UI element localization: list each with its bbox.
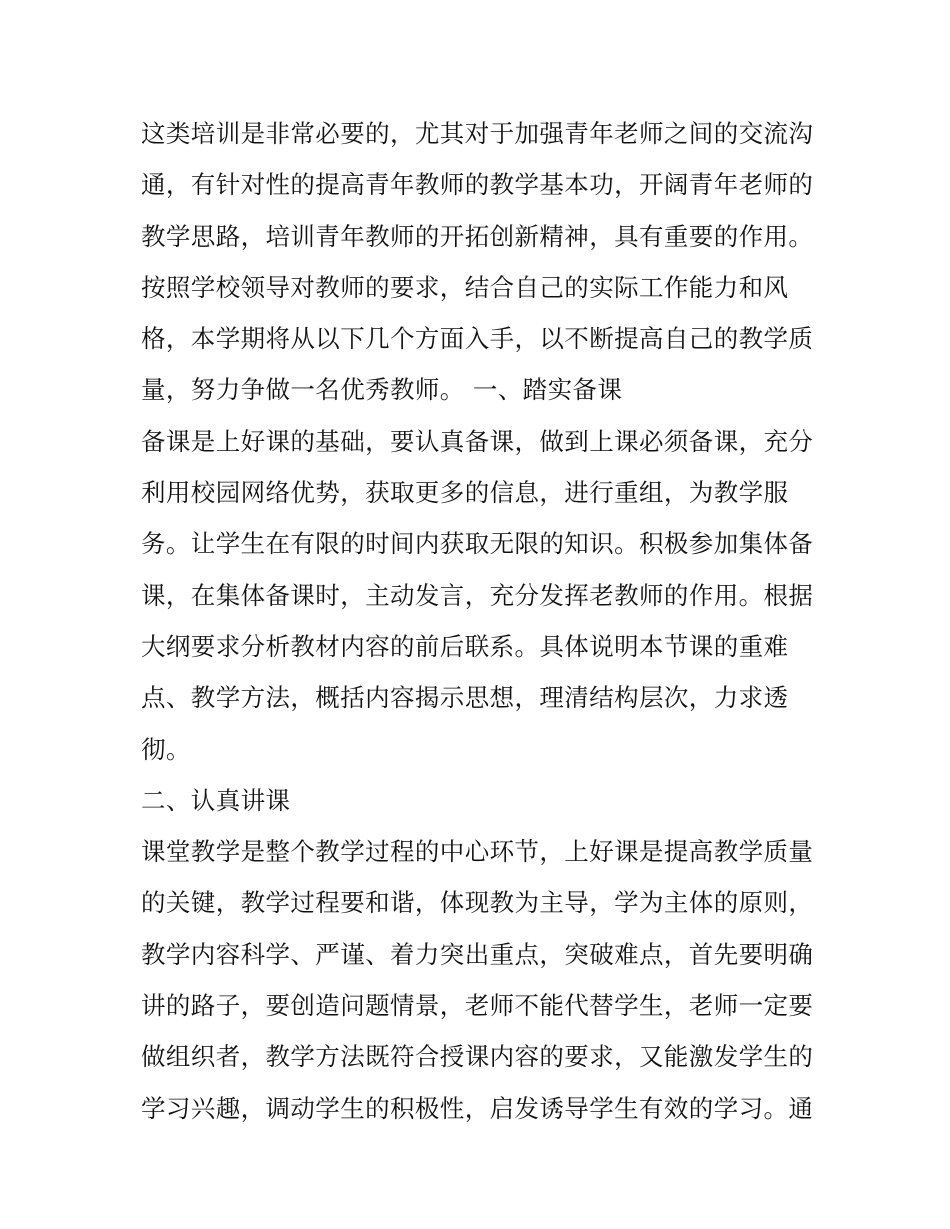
section-heading: 二、认真讲课 (141, 785, 291, 815)
text-line: 按照学校领导对教师的要求，结合自己的实际工作能力和风 (141, 272, 789, 302)
text-line: 大纲要求分析教材内容的前后联系。具体说明本节课的重难 (141, 631, 789, 661)
text-line: 利用校园网络优势，获取更多的信息，进行重组，为教学服 (141, 478, 789, 508)
text-line: 课，在集体备课时，主动发言，充分发挥老教师的作用。根据 (141, 580, 814, 610)
text-line: 这类培训是非常必要的，尤其对于加强青年老师之间的交流沟 (141, 119, 814, 148)
text-line: 格，本学期将从以下几个方面入手，以不断提高自己的教学质 (141, 324, 814, 354)
text-line: 的关键，教学过程要和谐，体现教为主导，学为主体的原则， (141, 888, 814, 918)
document-body (141, 108, 841, 1134)
text-line: 教学内容科学、严谨、着力突出重点，突破难点，首先要明确 (141, 939, 814, 969)
text-line: 量，努力争做一名优秀教师。 一、踏实备课 (141, 375, 623, 405)
text-line: 通，有针对性的提高青年教师的教学基本功，开阔青年老师的 (141, 170, 814, 200)
text-line: 备课是上好课的基础，要认真备课，做到上课必须备课，充分 (141, 426, 814, 456)
text-line: 务。让学生在有限的时间内获取无限的知识。积极参加集体备 (141, 529, 814, 559)
text-line: 做组织者，教学方法既符合授课内容的要求，又能激发学生的 (141, 1042, 814, 1072)
text-line: 点、教学方法，概括内容揭示思想，理清结构层次，力求透 (141, 683, 789, 713)
text-line: 教学思路，培训青年教师的开拓创新精神，具有重要的作用。 (141, 221, 814, 251)
text-line: 学习兴趣，调动学生的积极性，启发诱导学生有效的学习。通 (141, 1093, 814, 1123)
text-line: 讲的路子，要创造问题情景，老师不能代替学生，老师一定要 (141, 991, 814, 1021)
text-line: 彻。 (141, 734, 191, 764)
text-line: 课堂教学是整个教学过程的中心环节，上好课是提高教学质量 (141, 837, 814, 867)
